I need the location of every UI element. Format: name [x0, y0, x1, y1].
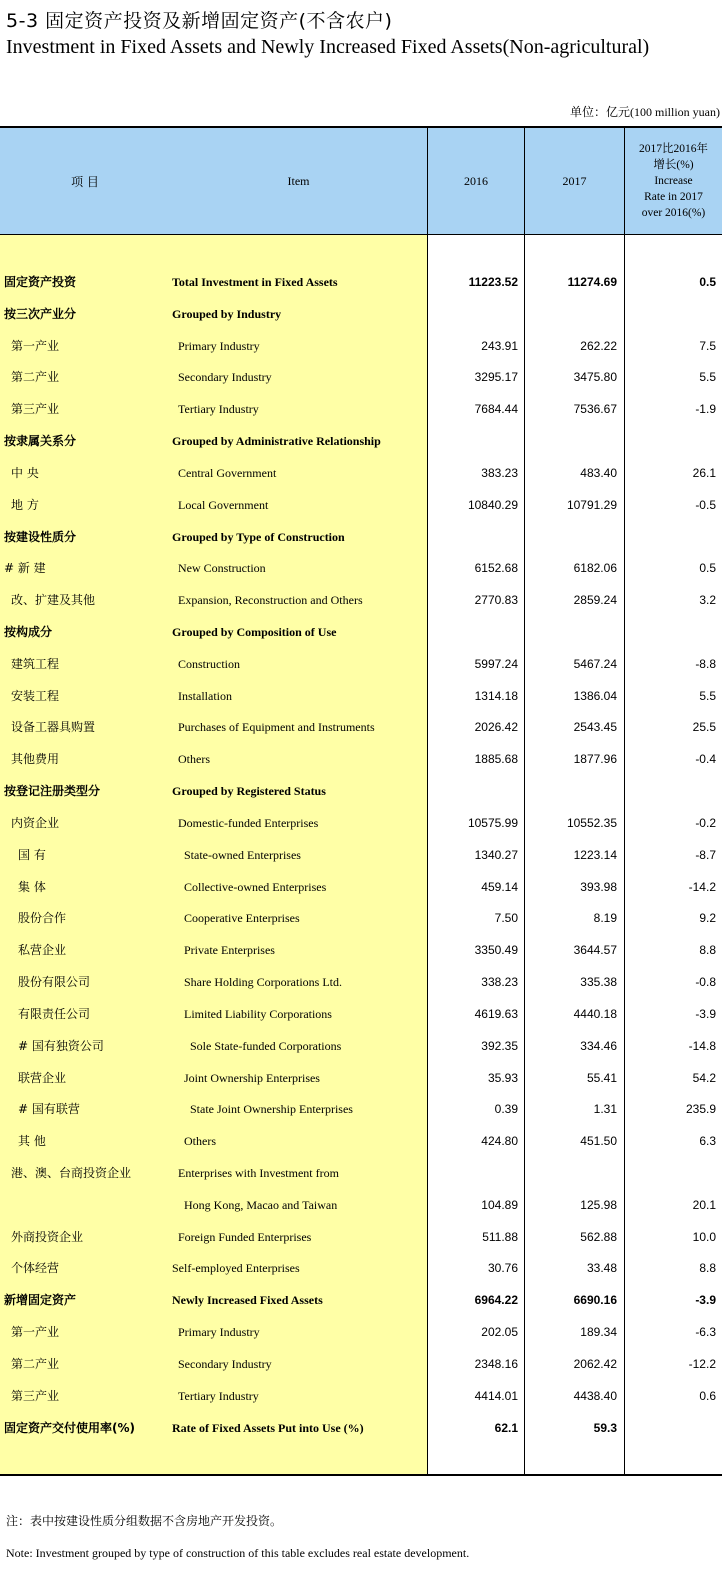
table-row	[0, 813, 722, 833]
table-row	[0, 1036, 722, 1056]
row-label-cn: # 国有联营	[18, 1102, 80, 1117]
row-label-en: Grouped by Type of Construction	[172, 529, 345, 544]
value-2016: 2770.83	[474, 593, 518, 608]
row-label-cn: 新增固定资产	[4, 1293, 77, 1308]
note-cn: 注：表中按建设性质分组数据不含房地产开发投资。	[6, 1514, 283, 1528]
value-2016: 383.23	[481, 465, 518, 480]
row-label-cn: 设备工器具购置	[11, 720, 96, 735]
value-2017: 11274.69	[567, 275, 617, 289]
value-2017: 393.98	[580, 879, 617, 894]
row-label-cn: 私营企业	[18, 943, 67, 958]
value-2016: 6152.68	[474, 561, 518, 576]
value-2016: 243.91	[481, 338, 518, 353]
row-label-cn: 其 他	[18, 1134, 46, 1149]
row-label-cn: 其他费用	[11, 752, 60, 767]
table-row	[0, 558, 722, 578]
header-growth-line: 2017比2016年	[639, 143, 708, 155]
row-label-en: Self-employed Enterprises	[172, 1261, 300, 1276]
row-label-en: Private Enterprises	[184, 943, 275, 958]
row-label-cn: 地 方	[11, 497, 39, 512]
row-label-en: Construction	[178, 656, 240, 671]
row-label-cn: 第三产业	[11, 1388, 60, 1403]
value-2016: 3295.17	[474, 370, 518, 385]
value-2016: 338.23	[481, 975, 518, 990]
row-label-en: Newly Increased Fixed Assets	[172, 1293, 323, 1308]
value-growth: 8.8	[699, 1261, 716, 1276]
value-2016: 1885.68	[474, 752, 518, 767]
value-2017: 3475.80	[573, 370, 617, 385]
row-label-cn: 股份合作	[18, 911, 67, 926]
table-row	[0, 1418, 722, 1438]
value-growth: 26.1	[692, 465, 716, 480]
row-label-cn: 集 体	[18, 879, 46, 894]
row-label-en: Secondary Industry	[178, 1356, 272, 1371]
row-label-en: Others	[178, 752, 210, 767]
row-label-cn: 固定资产投资	[4, 275, 77, 289]
value-2017: 1877.96	[573, 752, 617, 767]
value-growth: 0.5	[699, 561, 716, 576]
table-row	[0, 908, 722, 928]
row-label-cn: 第一产业	[11, 338, 60, 353]
row-label-en: Joint Ownership Enterprises	[184, 1070, 320, 1085]
row-label-en: Tertiary Industry	[178, 1388, 259, 1403]
table-row	[0, 1004, 722, 1024]
value-growth: 54.2	[692, 1070, 716, 1085]
value-2016: 424.80	[481, 1134, 518, 1149]
row-label-cn: 国 有	[18, 847, 46, 862]
value-2017: 335.38	[580, 975, 617, 990]
value-growth: -0.5	[695, 497, 716, 512]
value-growth: 8.8	[699, 943, 716, 958]
value-2017: 2859.24	[573, 593, 617, 608]
row-label-cn: 按三次产业分	[4, 306, 77, 321]
value-2016: 10840.29	[467, 497, 518, 512]
row-label-en: Expansion, Reconstruction and Others	[178, 593, 363, 608]
value-growth: -12.2	[688, 1356, 716, 1371]
table-row	[0, 527, 722, 547]
value-growth: -14.2	[688, 879, 716, 894]
table-row	[0, 940, 722, 960]
row-label-en: Central Government	[178, 465, 277, 480]
value-2016: 4414.01	[474, 1388, 518, 1403]
value-2016: 5997.24	[474, 656, 518, 671]
value-growth: 20.1	[692, 1197, 716, 1212]
data-table	[0, 126, 722, 1476]
unit-label-cn: 单位：亿元	[569, 105, 630, 119]
value-2016: 2026.42	[474, 720, 518, 735]
row-label-cn: 建筑工程	[11, 656, 60, 671]
value-2017: 451.50	[580, 1134, 617, 1149]
value-2017: 562.88	[580, 1229, 617, 1244]
row-label-cn: 内资企业	[11, 815, 60, 830]
value-2016: 7684.44	[474, 402, 518, 417]
header-growth	[625, 128, 722, 234]
table-row	[0, 336, 722, 356]
value-2016: 392.35	[481, 1038, 518, 1053]
row-label-cn: # 国有独资公司	[18, 1038, 104, 1053]
row-label-en: Enterprises with Investment from	[178, 1165, 339, 1180]
table-row	[0, 877, 722, 897]
table-row	[0, 717, 722, 737]
table-row	[0, 1386, 722, 1406]
table-row	[0, 1258, 722, 1278]
unit-label	[570, 103, 720, 120]
row-label-en: Primary Industry	[178, 338, 260, 353]
value-growth: -0.2	[695, 815, 716, 830]
row-label-cn: 港、澳、台商投资企业	[11, 1165, 132, 1180]
table-row	[0, 1099, 722, 1119]
table-row	[0, 1131, 722, 1151]
table-row	[0, 749, 722, 769]
value-2016: 104.89	[481, 1197, 518, 1212]
note-en: Note: Investment grouped by type of construction of this table excludes real estate development.	[6, 1546, 470, 1560]
table-row	[0, 367, 722, 387]
table-row	[0, 431, 722, 451]
row-label-en: New Construction	[178, 561, 266, 576]
table-row	[0, 845, 722, 865]
row-label-cn: 个体经营	[11, 1261, 60, 1276]
row-label-cn: 第一产业	[11, 1325, 60, 1340]
value-2017: 2543.45	[573, 720, 617, 735]
value-growth: -3.9	[695, 1006, 716, 1021]
row-label-en: Grouped by Composition of Use	[172, 625, 337, 640]
value-growth: 10.0	[692, 1229, 716, 1244]
row-label-en: Others	[184, 1134, 216, 1149]
value-2016: 10575.99	[467, 815, 518, 830]
value-2017: 7536.67	[573, 402, 617, 417]
row-label-en: Grouped by Registered Status	[172, 784, 326, 799]
header-item-en: Item	[287, 173, 310, 188]
value-growth: -14.8	[688, 1038, 716, 1053]
value-2016: 0.39	[494, 1102, 518, 1117]
row-label-en: Tertiary Industry	[178, 402, 259, 417]
value-2017: 33.48	[586, 1261, 617, 1276]
value-growth: 0.5	[699, 275, 716, 289]
value-2017: 6182.06	[573, 561, 617, 576]
header-item-cn: 项 目	[71, 174, 99, 189]
table-row	[0, 972, 722, 992]
row-label-en: Rate of Fixed Assets Put into Use (%)	[172, 1420, 364, 1435]
row-label-en: Grouped by Administrative Relationship	[172, 434, 381, 449]
value-2016: 3350.49	[474, 943, 518, 958]
value-2017: 5467.24	[573, 656, 617, 671]
row-label-cn: 有限责任公司	[18, 1006, 91, 1021]
table-row	[0, 590, 722, 610]
table-row	[0, 1227, 722, 1247]
header-growth-line: Increase	[654, 175, 693, 187]
row-label-cn: 按建设性质分	[4, 529, 77, 544]
value-growth: -8.8	[695, 656, 716, 671]
value-growth: 0.6	[699, 1388, 716, 1403]
value-2017: 125.98	[580, 1197, 617, 1212]
value-2016: 202.05	[481, 1325, 518, 1340]
row-label-cn: 第二产业	[11, 1356, 60, 1371]
value-2016: 6964.22	[474, 1293, 518, 1308]
value-growth: -6.3	[695, 1325, 716, 1340]
row-label-en: Secondary Industry	[178, 370, 272, 385]
row-label-en: Installation	[178, 688, 232, 703]
value-growth: 3.2	[699, 593, 716, 608]
row-label-en: Share Holding Corporations Ltd.	[184, 975, 342, 990]
row-label-cn: 固定资产交付使用率(%)	[4, 1420, 135, 1435]
row-label-en: Hong Kong, Macao and Taiwan	[184, 1197, 338, 1212]
row-label-cn: 第三产业	[11, 402, 60, 417]
value-growth: 9.2	[699, 911, 716, 926]
table-row	[0, 654, 722, 674]
value-2017: 1223.14	[573, 847, 617, 862]
value-2016: 511.88	[482, 1229, 518, 1244]
row-label-en: Total Investment in Fixed Assets	[172, 275, 338, 289]
table-row	[0, 463, 722, 483]
value-2016: 62.1	[494, 1420, 518, 1435]
value-2016: 1340.27	[474, 847, 518, 862]
value-2017: 334.46	[580, 1038, 617, 1053]
value-2017: 10791.29	[566, 497, 617, 512]
table-row	[0, 495, 722, 515]
value-growth: 235.9	[685, 1102, 716, 1117]
row-label-cn: 股份有限公司	[18, 975, 91, 990]
header-growth-line: 增长(%)	[653, 159, 694, 171]
value-growth: 5.5	[699, 370, 716, 385]
table-row	[0, 1354, 722, 1374]
table-row	[0, 1163, 722, 1183]
row-label-cn: 第二产业	[11, 370, 60, 385]
value-2017: 262.22	[580, 338, 617, 353]
value-growth: 7.5	[699, 338, 716, 353]
row-label-en: Collective-owned Enterprises	[184, 879, 327, 894]
value-growth: 5.5	[699, 688, 716, 703]
row-label-en: Limited Liability Corporations	[184, 1006, 332, 1021]
table-row	[0, 622, 722, 642]
value-growth: -0.4	[695, 752, 716, 767]
value-2017: 6690.16	[573, 1293, 617, 1308]
page-title-en: Investment in Fixed Assets and Newly Increased Fixed Assets(Non-agricultural)	[6, 36, 650, 58]
value-growth: -0.8	[695, 975, 716, 990]
value-2016: 2348.16	[474, 1356, 518, 1371]
row-label-cn: # 新 建	[4, 561, 46, 576]
value-2017: 4440.18	[573, 1006, 617, 1021]
row-label-en: Sole State-funded Corporations	[190, 1038, 342, 1053]
value-2017: 4438.40	[573, 1388, 617, 1403]
value-2017: 189.34	[580, 1325, 617, 1340]
value-2016: 1314.18	[474, 688, 518, 703]
value-2017: 1386.04	[573, 688, 617, 703]
table-row	[0, 1068, 722, 1088]
row-label-cn: 中 央	[11, 465, 39, 480]
table-row	[0, 399, 722, 419]
row-label-en: Primary Industry	[178, 1325, 260, 1340]
value-2017: 59.3	[593, 1420, 617, 1435]
row-label-cn: 安装工程	[11, 688, 60, 703]
row-label-en: State Joint Ownership Enterprises	[190, 1102, 353, 1117]
table-row	[0, 1290, 722, 1310]
value-2017: 8.19	[593, 911, 617, 926]
row-label-cn: 改、扩建及其他	[11, 593, 96, 608]
row-label-cn: 按登记注册类型分	[4, 784, 101, 799]
row-label-en: Grouped by Industry	[172, 306, 282, 321]
value-2016: 459.14	[481, 879, 518, 894]
row-label-en: Purchases of Equipment and Instruments	[178, 720, 375, 735]
row-label-en: State-owned Enterprises	[184, 847, 301, 862]
value-2017: 1.31	[593, 1102, 617, 1117]
header-growth-line: Rate in 2017	[644, 191, 703, 203]
table-row	[0, 272, 722, 292]
row-label-en: Local Government	[178, 497, 269, 512]
table-row	[0, 1195, 722, 1215]
value-2017: 3644.57	[573, 943, 617, 958]
value-2016: 35.93	[487, 1070, 518, 1085]
page-title-cn: 5-3 固定资产投资及新增固定资产(不含农户)	[6, 10, 393, 32]
row-label-cn: 按构成分	[4, 625, 53, 640]
table-row	[0, 781, 722, 801]
value-2016: 30.76	[487, 1261, 518, 1276]
header-2016: 2016	[464, 173, 488, 188]
table-row	[0, 1322, 722, 1342]
row-label-cn: 按隶属关系分	[4, 434, 77, 449]
unit-label-en: (100 million yuan)	[630, 105, 720, 119]
row-label-cn: 外商投资企业	[11, 1229, 84, 1244]
table-row	[0, 304, 722, 324]
value-2016: 7.50	[494, 911, 518, 926]
value-2017: 483.40	[580, 465, 617, 480]
value-growth: -8.7	[695, 847, 716, 862]
table-row	[0, 686, 722, 706]
row-label-en: Foreign Funded Enterprises	[178, 1229, 312, 1244]
value-growth: -1.9	[695, 402, 716, 417]
row-label-cn: 联营企业	[18, 1070, 67, 1085]
value-2017: 2062.42	[573, 1356, 617, 1371]
header-2017: 2017	[562, 173, 587, 188]
header-growth-line: over 2016(%)	[641, 207, 706, 219]
value-2016: 4619.63	[474, 1006, 518, 1021]
row-label-en: Cooperative Enterprises	[184, 911, 300, 926]
value-growth: -3.9	[695, 1293, 716, 1308]
value-2017: 10552.35	[566, 815, 617, 830]
value-2017: 55.41	[586, 1070, 617, 1085]
row-label-en: Domestic-funded Enterprises	[178, 815, 319, 830]
value-growth: 6.3	[699, 1134, 716, 1149]
value-2016: 11223.52	[468, 275, 518, 289]
value-growth: 25.5	[692, 720, 716, 735]
